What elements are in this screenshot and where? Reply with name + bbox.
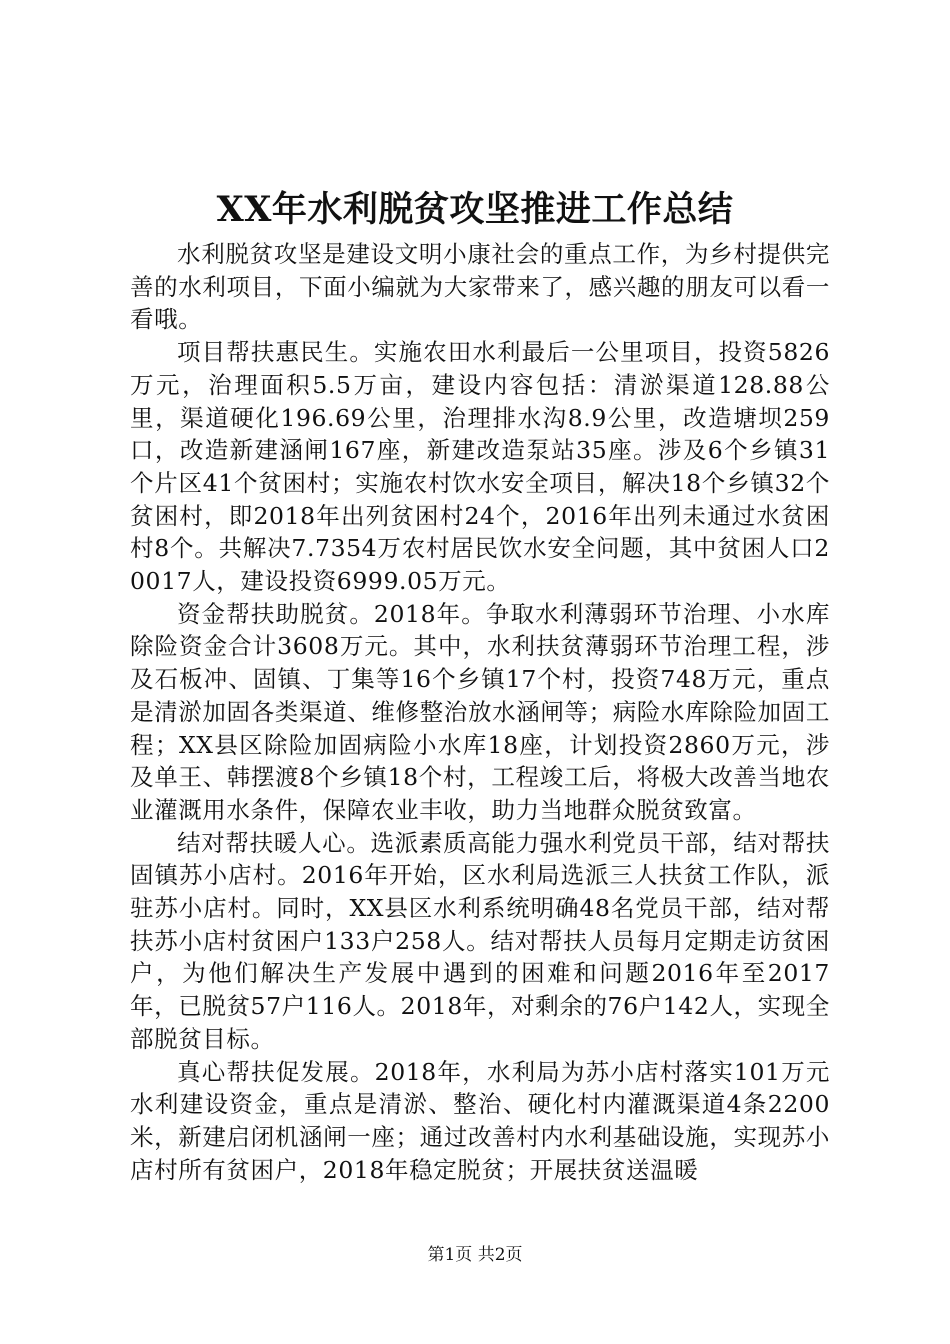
paragraph-project-support: 项目帮扶惠民生。实施农田水利最后一公里项目，投资5826万元，治理面积5.5万亩，建设内容包括：清淤渠道128.88公里，渠道硬化196.69公里，治理排水沟8.9公里，改造塘坝259口，改造新建涵闸167座，新建改造泵站35座。涉及6个乡镇31个片区41个贫困村；实施农村饮水安全项目，解决18个乡镇32个贫困村，即2018年出列贫困村24个，2016年出列未通过水贫困村8个。共解决7.7354万农村居民饮水安全问题，其中贫困人口20017人，建设投资6999.05万元。 [130, 338, 830, 596]
paragraph-funding-support: 资金帮扶助脱贫。2018年。争取水利薄弱环节治理、小水库除险资金合计3608万元。其中，水利扶贫薄弱环节治理工程，涉及石板冲、固镇、丁集等16个乡镇17个村，投资748万元，重点是清淤加固各类渠道、维修整治放水涵闸等；病险水库除险加固工程；XX县区除险加固病险小水库18座，计划投资2860万元，涉及单王、韩摆渡8个乡镇18个村，工程竣工后，将极大改善当地农业灌溉用水条件，保障农业丰收，助力当地群众脱贫致富。 [130, 599, 830, 824]
document-title: XX年水利脱贫攻坚推进工作总结 [216, 189, 734, 230]
document-body [130, 238, 830, 1186]
paragraph-pairing-support: 结对帮扶暖人心。选派素质高能力强水利党员干部，结对帮扶固镇苏小店村。2016年开始，区水利局选派三人扶贫工作队，派驻苏小店村。同时，XX县区水利系统明确48名党员干部，结对帮扶苏小店村贫困户133户258人。结对帮扶人员每月定期走访贫困户，为他们解决生产发展中遇到的困难和问题2016年至2017年，已脱贫57户116人。2018年，对剩余的76户142人，实现全部脱贫目标。 [130, 828, 830, 1053]
page-footer: 第1页 共2页 [427, 1245, 523, 1265]
paragraph-sincere-support: 真心帮扶促发展。2018年，水利局为苏小店村落实101万元水利建设资金，重点是清淤、整治、硬化村内灌溉渠道4条2200米，新建启闭机涵闸一座；通过改善村内水利基础设施，实现苏小店村所有贫困户，2018年稳定脱贫；开展扶贫送温暖 [130, 1057, 830, 1184]
paragraph-intro: 水利脱贫攻坚是建设文明小康社会的重点工作，为乡村提供完善的水利项目，下面小编就为大家带来了，感兴趣的朋友可以看一看哦。 [130, 240, 830, 334]
